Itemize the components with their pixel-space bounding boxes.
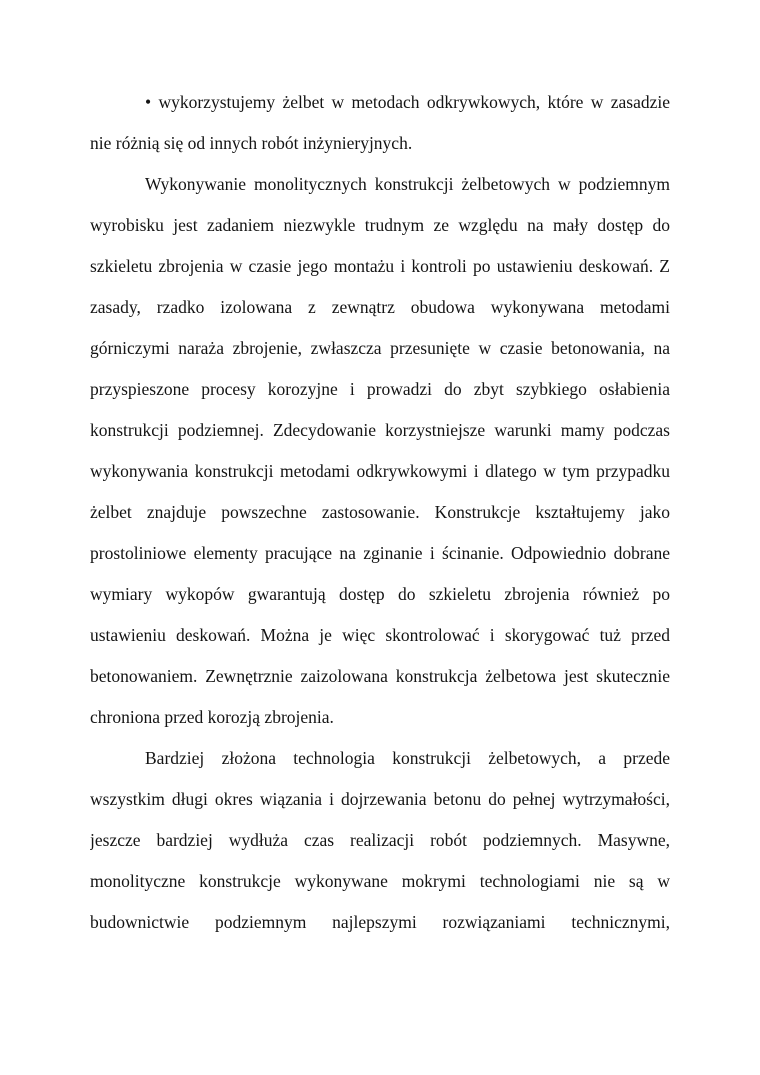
text-line: jeszcze bardziej wydłuża czas realizacji robót podziemnych. Masywne, xyxy=(90,830,670,850)
text-line: monolityczne konstrukcje wykonywane mokrymi technologiami nie są w xyxy=(90,871,670,891)
body-text xyxy=(90,82,670,943)
text-line: przyspieszone procesy korozyjne i prowadzi do zbyt szybkiego osłabienia xyxy=(90,379,670,399)
text-line: wykonywania konstrukcji metodami odkrywkowymi i dlatego w tym przypadku xyxy=(90,461,670,481)
text-line: żelbet znajduje powszechne zastosowanie. Konstrukcje kształtujemy jako xyxy=(90,502,670,522)
text-line: wyrobisku jest zadaniem niezwykle trudnym ze względu na mały dostęp do xyxy=(90,215,670,235)
text-line: szkieletu zbrojenia w czasie jego montażu i kontroli po ustawieniu deskowań. Z xyxy=(90,256,670,276)
text-line: Bardziej złożona technologia konstrukcji żelbetowych, a przede xyxy=(145,748,670,768)
text-line: zasady, rzadko izolowana z zewnątrz obudowa wykonywana metodami xyxy=(90,297,670,317)
text-line: ustawieniu deskowań. Można je więc skontrolować i skorygować tuż przed xyxy=(90,625,670,645)
text-line: wszystkim długi okres wiązania i dojrzewania betonu do pełnej wytrzymałości, xyxy=(90,789,670,809)
text-line: Wykonywanie monolitycznych konstrukcji żelbetowych w podziemnym xyxy=(145,174,670,194)
text-line: chroniona przed korozją zbrojenia. xyxy=(90,707,334,727)
text-line: górniczymi naraża zbrojenie, zwłaszcza przesunięte w czasie betonowania, na xyxy=(90,338,670,358)
paragraph-complex-technology xyxy=(90,738,670,943)
text-line: konstrukcji podziemnej. Zdecydowanie korzystniejsze warunki mamy podczas xyxy=(90,420,670,440)
paragraph-bullet xyxy=(90,82,670,164)
text-line: nie różnią się od innych robót inżynieryjnych. xyxy=(90,133,413,153)
text-line: prostoliniowe elementy pracujące na zginanie i ścinanie. Odpowiednio dobrane xyxy=(90,543,670,563)
text-line: budownictwie podziemnym najlepszymi rozwiązaniami technicznymi, xyxy=(90,912,670,932)
paragraph-monolithic-construction xyxy=(90,164,670,738)
text-line: • wykorzystujemy żelbet w metodach odkrywkowych, które w zasadzie xyxy=(145,92,670,112)
text-line: betonowaniem. Zewnętrznie zaizolowana konstrukcja żelbetowa jest skutecznie xyxy=(90,666,670,686)
text-line: wymiary wykopów gwarantują dostęp do szkieletu zbrojenia również po xyxy=(90,584,670,604)
